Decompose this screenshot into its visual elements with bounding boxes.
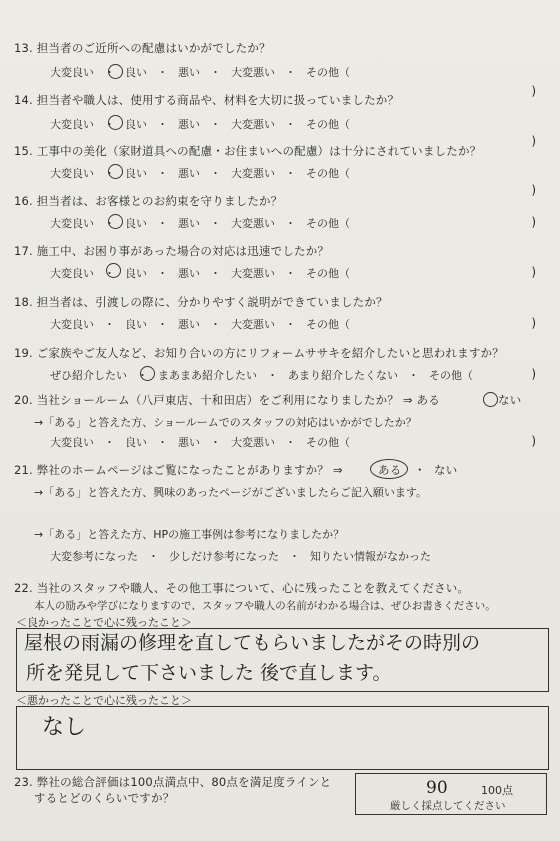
option-very-bad[interactable]: 大変悪い: [231, 167, 275, 180]
option-other[interactable]: その他（: [306, 436, 350, 449]
option-very-bad[interactable]: 大変悪い: [231, 436, 275, 449]
good-comments-label: ＜良かったことで心に残ったこと＞: [16, 616, 192, 629]
option-not-really[interactable]: あまり紹介したくない: [288, 369, 398, 382]
close-paren: ): [531, 215, 536, 229]
answer-circle-mark: [108, 164, 123, 179]
question-text: 19. ご家族やご友人など、お知り合いの方にリフォームササキを紹介したいと思われますか？: [14, 346, 504, 360]
answer-circle-mark: [108, 115, 123, 130]
answer-circle-mark: [106, 263, 121, 278]
good-comment-line-1: 屋根の雨漏の修理を直してもらいましたがその時別の: [24, 632, 481, 654]
option-good[interactable]: 良い: [125, 217, 147, 230]
options-row: ぜひ紹介したい ・ まあまあ紹介したい ・ あまり紹介したくない ・ その他（: [50, 369, 473, 382]
question-text-line-1: 23. 弊社の総合評価は100点満点中、80点を満足度ラインと: [14, 775, 332, 789]
option-good[interactable]: 良い: [125, 267, 147, 280]
option-good[interactable]: 良い: [125, 318, 147, 331]
sub-question-pages: →「ある」と答えた方、興味のあったページがございましたらご記入願います。: [34, 486, 428, 499]
question-text: 20. 当社ショールーム（八戸東店、十和田店）をご利用になりましたか？ ⇒ ある: [14, 393, 440, 407]
option-good[interactable]: 良い: [125, 66, 147, 79]
option-not-helpful[interactable]: 知りたい情報がなかった: [310, 550, 431, 563]
answer-circle-mark: [108, 64, 123, 79]
option-yes[interactable]: ある: [378, 463, 402, 477]
question-text: 17. 施工中、お困り事があった場合の対応は迅速でしたか？: [14, 244, 330, 258]
option-very-good[interactable]: 大変良い: [50, 66, 94, 79]
option-bad[interactable]: 悪い: [178, 167, 200, 180]
option-other[interactable]: その他（: [306, 66, 350, 79]
options-row: 大変良い ・ 良い ・ 悪い ・ 大変悪い ・ その他（: [50, 167, 350, 180]
bad-comment: なし: [42, 715, 87, 740]
options-row: 大変良い ・ 良い ・ 悪い ・ 大変悪い ・ その他（: [50, 318, 350, 331]
answer-circle-mark: [483, 392, 498, 407]
option-very-good[interactable]: 大変良い: [50, 318, 94, 331]
answer-circle-mark: [370, 459, 408, 479]
question-text: 13. 担当者のご近所への配慮はいかがでしたか？: [14, 41, 271, 55]
options-row: 大変良い ・ 良い ・ 悪い ・ 大変悪い ・ その他（: [50, 217, 350, 230]
answer-circle-mark: [140, 366, 155, 381]
option-very-good[interactable]: 大変良い: [50, 436, 94, 449]
option-very-bad[interactable]: 大変悪い: [231, 118, 275, 131]
option-other[interactable]: その他（: [429, 369, 473, 382]
option-no[interactable]: ない: [434, 463, 458, 477]
question-text: 18. 担当者は、引渡しの際に、分かりやすく説明ができていましたか？: [14, 295, 388, 309]
question-text: 22. 当社のスタッフや職人、その他工事について、心に残ったことを教えてください。: [14, 581, 470, 595]
option-bad[interactable]: 悪い: [178, 267, 200, 280]
option-no[interactable]: ない: [498, 393, 522, 407]
option-other[interactable]: その他（: [306, 267, 350, 280]
bad-comments-label: ＜悪かったことで心に残ったこと＞: [16, 694, 192, 707]
close-paren: ): [531, 134, 536, 148]
close-paren: ): [531, 84, 536, 98]
close-paren: ): [531, 367, 536, 381]
option-bad[interactable]: 悪い: [178, 66, 200, 79]
sub-question-examples: →「ある」と答えた方、HPの施工事例は参考になりましたか？: [34, 528, 345, 541]
good-comment-line-2: 所を発見して下さいました 後で直します。: [26, 662, 392, 684]
option-bad[interactable]: 悪い: [178, 436, 200, 449]
option-very-helpful[interactable]: 大変参考になった: [50, 550, 138, 563]
question-text: 14. 担当者や職人は、使用する商品や、材料を大切に扱っていましたか？: [14, 93, 400, 107]
answer-circle-mark: [108, 214, 123, 229]
options-row: 大変良い ・ 良い ・ 悪い ・ 大変悪い ・ その他（: [50, 66, 350, 79]
option-other[interactable]: その他（: [306, 167, 350, 180]
options-row: 大変良い ・ 良い ・ 悪い ・ 大変悪い ・ その他（: [50, 267, 350, 280]
option-bad[interactable]: 悪い: [178, 318, 200, 331]
separator-dot: ・: [414, 463, 426, 477]
question-text: 16. 担当者は、お客様とのお約束を守りましたか？: [14, 194, 283, 208]
options-row: 大変良い ・ 良い ・ 悪い ・ 大変悪い ・ その他（: [50, 436, 350, 449]
close-paren: ): [531, 316, 536, 330]
option-very-bad[interactable]: 大変悪い: [231, 267, 275, 280]
question-text: 15. 工事中の美化（家財道具への配慮・お住まいへの配慮）は十分にされていましたか？: [14, 144, 482, 158]
options-row: 大変良い ・ 良い ・ 悪い ・ 大変悪い ・ その他（: [50, 118, 350, 131]
score-instruction: 厳しく採点してください: [390, 800, 506, 812]
option-good[interactable]: 良い: [125, 118, 147, 131]
score-value: 90: [426, 778, 448, 798]
bad-comments-box[interactable]: [16, 706, 549, 770]
option-very-good[interactable]: 大変良い: [50, 167, 94, 180]
sub-question: →「ある」と答えた方、ショールームでのスタッフの対応はいかがでしたか？: [34, 416, 417, 429]
option-definitely[interactable]: ぜひ紹介したい: [50, 369, 127, 382]
option-other[interactable]: その他（: [306, 318, 350, 331]
option-very-bad[interactable]: 大変悪い: [231, 318, 275, 331]
option-other[interactable]: その他（: [306, 217, 350, 230]
option-other[interactable]: その他（: [306, 118, 350, 131]
option-very-good[interactable]: 大変良い: [50, 267, 94, 280]
close-paren: ): [531, 265, 536, 279]
close-paren: ): [531, 434, 536, 448]
question-text-line-2: するとどのくらいですか？: [34, 791, 175, 805]
question-note: 本人の励みや学びになりますので、スタッフや職人の名前がわかる場合は、ぜひお書きください。: [34, 600, 496, 612]
close-paren: ): [531, 183, 536, 197]
option-somewhat[interactable]: まあまあ紹介したい: [158, 369, 257, 382]
option-somewhat-helpful[interactable]: 少しだけ参考になった: [169, 550, 279, 563]
score-max: 100点: [481, 784, 513, 797]
option-very-good[interactable]: 大変良い: [50, 118, 94, 131]
option-good[interactable]: 良い: [125, 436, 147, 449]
option-very-bad[interactable]: 大変悪い: [231, 66, 275, 79]
question-text: 21. 弊社のホームページはご覧になったことがありますか？ ⇒: [14, 463, 343, 477]
score-box[interactable]: [355, 773, 547, 815]
options-row: 大変参考になった ・ 少しだけ参考になった ・ 知りたい情報がなかった: [50, 550, 431, 563]
option-very-good[interactable]: 大変良い: [50, 217, 94, 230]
option-bad[interactable]: 悪い: [178, 118, 200, 131]
option-bad[interactable]: 悪い: [178, 217, 200, 230]
option-very-bad[interactable]: 大変悪い: [231, 217, 275, 230]
option-good[interactable]: 良い: [125, 167, 147, 180]
